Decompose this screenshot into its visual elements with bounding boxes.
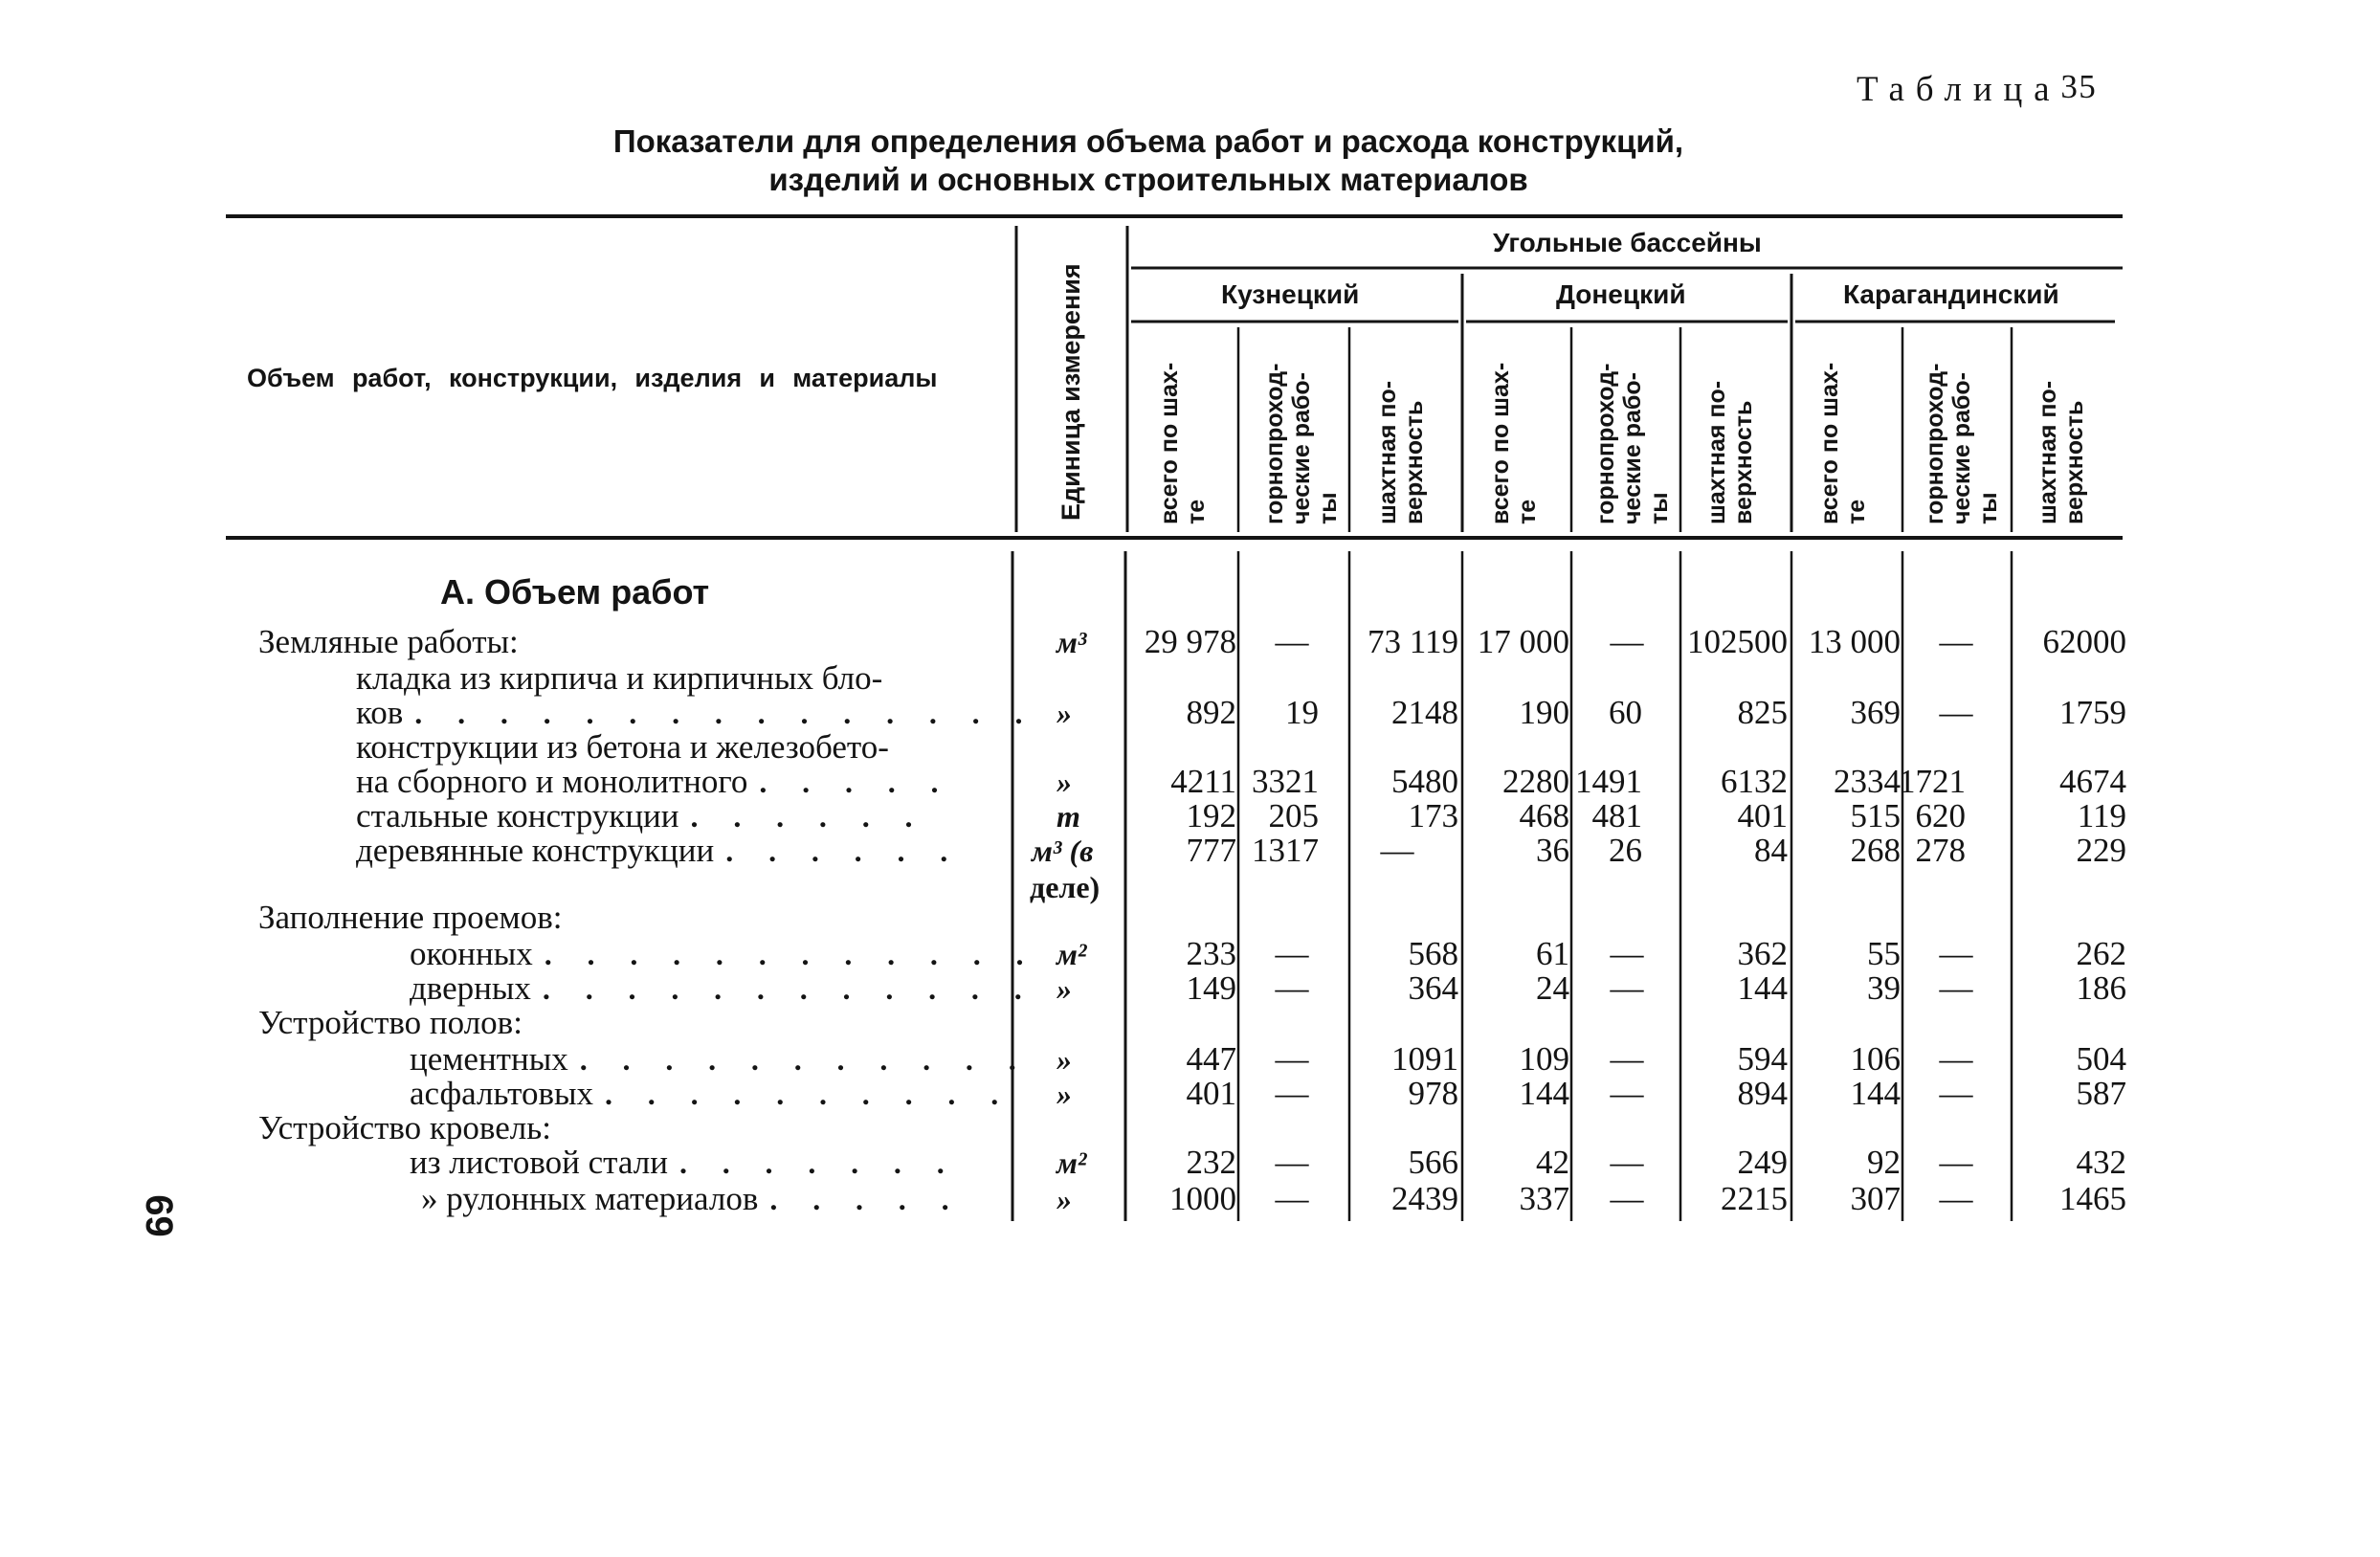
group-header: Угольные бассейны — [1493, 228, 1762, 257]
row-label-line1: кладка из кирпича и кирпичных бло- — [356, 659, 883, 697]
table-cell-value: 364 — [1408, 969, 1458, 1007]
basin-karaganda: Карагандинский — [1843, 279, 2059, 309]
table-cell-value: 568 — [1408, 935, 1458, 972]
row-label: Устройство кровель: — [258, 1109, 551, 1146]
table-cell-value: 4674 — [2059, 763, 2126, 800]
table-cell-value: 268 — [1850, 832, 1901, 869]
row-unit: » — [1057, 696, 1072, 730]
table-cell-value: — — [1610, 935, 1644, 972]
table-cell-value: 84 — [1754, 832, 1788, 869]
table-word: Таблица — [1857, 70, 2061, 109]
table-cell-value: 307 — [1850, 1180, 1901, 1217]
table-cell-value: — — [1275, 1144, 1309, 1181]
table-cell-value: 587 — [2076, 1075, 2126, 1112]
row-unit: м³ — [1057, 625, 1087, 659]
table-cell-value: 205 — [1268, 797, 1319, 834]
table-cell-value: 92 — [1867, 1144, 1901, 1181]
row-label: » рулонных материалов — [421, 1180, 759, 1217]
sub-header: горнопроход- ческие рабо- ты — [1922, 363, 2002, 524]
table-cell-value: 978 — [1408, 1075, 1458, 1112]
table-cell-value: 620 — [1915, 797, 1966, 834]
sub-header: шахтная по- верхность — [1374, 380, 1428, 524]
table-cell-value: 192 — [1186, 797, 1236, 834]
table-cell-value: 362 — [1737, 935, 1788, 972]
table-cell-value: 1465 — [2059, 1180, 2126, 1217]
row-label: ков — [356, 694, 404, 731]
table-cell-value: 60 — [1609, 694, 1642, 731]
table-cell-value: 232 — [1186, 1144, 1236, 1181]
row-label-header: Объем работ, конструкции, изделия и материалы — [247, 364, 938, 392]
table-cell-value: 149 — [1186, 969, 1236, 1007]
row-unit: м² — [1057, 1146, 1087, 1180]
table-cell-value: 278 — [1915, 832, 1966, 869]
row-label: Земляные работы: — [258, 623, 519, 660]
row-leader-dots: . . . . . . . — [678, 1146, 959, 1180]
row-unit: » — [1057, 765, 1072, 799]
table-cell-value: — — [1939, 1040, 1973, 1078]
table-cell-value: 447 — [1186, 1040, 1236, 1078]
table-cell-value: — — [1380, 832, 1414, 869]
table-cell-value: 190 — [1519, 694, 1569, 731]
row-label: из листовой стали — [410, 1144, 668, 1181]
table-cell-value: 6132 — [1721, 763, 1788, 800]
table-cell-value: 119 — [2077, 797, 2126, 834]
row-leader-dots: . . . . . . — [690, 799, 926, 834]
basin-kuznetsk: Кузнецкий — [1221, 279, 1360, 309]
table-cell-value: 229 — [2076, 832, 2126, 869]
table-cell-value: 504 — [2076, 1040, 2126, 1078]
table-cell-value: 566 — [1408, 1144, 1458, 1181]
table-cell-value: 42 — [1536, 1144, 1569, 1181]
table-cell-value: 1491 — [1575, 763, 1642, 800]
table-cell-value: — — [1939, 694, 1973, 731]
row-unit: м² — [1057, 937, 1087, 971]
row-label-line1: конструкции из бетона и железобето- — [356, 728, 889, 766]
table-cell-value: 2439 — [1391, 1180, 1458, 1217]
page-number: 69 — [137, 1194, 180, 1237]
table-cell-value: 102500 — [1687, 623, 1788, 660]
table-cell-value: 144 — [1519, 1075, 1569, 1112]
table-cell-value: — — [1610, 969, 1644, 1007]
table-cell-value: — — [1939, 1180, 1973, 1217]
table-cell-value: 4211 — [1170, 763, 1236, 800]
table-cell-value: — — [1939, 935, 1973, 972]
table-cell-value: — — [1939, 1144, 1973, 1181]
row-label: оконных — [410, 935, 533, 972]
row-leader-dots: . . . . . . . . . . — [605, 1077, 1012, 1111]
row-label: Устройство полов: — [258, 1004, 523, 1041]
table-cell-value: 73 119 — [1368, 623, 1458, 660]
sub-header: горнопроход- ческие рабо- ты — [1261, 363, 1342, 524]
table-cell-value: 2280 — [1502, 763, 1569, 800]
table-cell-value: — — [1275, 1040, 1309, 1078]
table-cell-value: 186 — [2076, 969, 2126, 1007]
table-cell-value: 894 — [1737, 1075, 1788, 1112]
table-cell-value: 19 — [1285, 694, 1319, 731]
table-cell-value: 61 — [1536, 935, 1569, 972]
table-cell-value: — — [1275, 1075, 1309, 1112]
title-line-1: Показатели для определения объема работ и расхода конструкций, — [612, 123, 1684, 159]
table-cell-value: 62000 — [2042, 623, 2126, 660]
row-unit: » — [1057, 1042, 1072, 1077]
row-leader-dots: . . . . . . . . . . . . — [542, 971, 1036, 1006]
table-cell-value: 2148 — [1391, 694, 1458, 731]
table-cell-value: — — [1610, 623, 1644, 660]
table-cell-value: 1759 — [2059, 694, 2126, 731]
table-cell-value: 3321 — [1252, 763, 1319, 800]
row-leader-dots: . . . . . . — [725, 834, 962, 868]
row-unit: » — [1057, 971, 1072, 1006]
table-cell-value: 39 — [1867, 969, 1901, 1007]
row-leader-dots: . . . . . — [769, 1182, 963, 1216]
table-cell-value: 109 — [1519, 1040, 1569, 1078]
table-cell-value: 17 000 — [1477, 623, 1569, 660]
sub-header: всего по шах- те — [1816, 362, 1870, 524]
table-cell-value: 515 — [1850, 797, 1901, 834]
row-leader-dots: . . . . . . . . . . . . . . . — [414, 696, 1036, 730]
table-cell-value: 106 — [1850, 1040, 1901, 1078]
table-cell-value: 481 — [1591, 797, 1642, 834]
table-cell-value: — — [1275, 969, 1309, 1007]
table-cell-value: 1091 — [1391, 1040, 1458, 1078]
table-cell-value: 594 — [1737, 1040, 1788, 1078]
row-unit: м³ (в — [1032, 834, 1094, 868]
row-label: Заполнение проемов: — [258, 899, 563, 936]
table-cell-value: 337 — [1519, 1180, 1569, 1217]
sub-header: шахтная по- верхность — [2035, 380, 2088, 524]
table-cell-value: 777 — [1186, 832, 1236, 869]
table-cell-value: 144 — [1850, 1075, 1901, 1112]
row-leader-dots: . . . . . — [759, 765, 952, 799]
table-number: 35 — [2060, 68, 2098, 105]
row-unit: » — [1057, 1077, 1072, 1111]
table-cell-value: 401 — [1186, 1075, 1236, 1112]
row-leader-dots: . . . . . . . . . . . . — [544, 937, 1037, 971]
table-cell-value: 233 — [1186, 935, 1236, 972]
table-cell-value: 55 — [1867, 935, 1901, 972]
table-cell-value: 432 — [2076, 1144, 2126, 1181]
table-cell-value: 24 — [1536, 969, 1569, 1007]
table-cell-value: 26 — [1609, 832, 1642, 869]
table-cell-value: — — [1275, 1180, 1309, 1217]
table-cell-value: — — [1275, 623, 1309, 660]
sub-header: горнопроход- ческие рабо- ты — [1592, 363, 1673, 524]
row-unit-cont: деле) — [1030, 870, 1101, 904]
row-unit: » — [1057, 1182, 1072, 1216]
table-cell-value: — — [1275, 935, 1309, 972]
row-unit: т — [1057, 799, 1080, 834]
table-cell-value: 173 — [1408, 797, 1458, 834]
table-cell-value: 144 — [1737, 969, 1788, 1007]
table-cell-value: 369 — [1850, 694, 1901, 731]
table-cell-value: — — [1939, 623, 1973, 660]
table-cell-value: 1000 — [1169, 1180, 1236, 1217]
sub-header: всего по шах- те — [1487, 362, 1541, 524]
row-label: дверных — [410, 969, 531, 1007]
table-cell-value: — — [1939, 1075, 1973, 1112]
table-cell-value: 2334 — [1834, 763, 1901, 800]
table-cell-value: 2215 — [1721, 1180, 1788, 1217]
table-cell-value: 401 — [1737, 797, 1788, 834]
table-cell-value: 892 — [1186, 694, 1236, 731]
table-cell-value: 29 978 — [1144, 623, 1236, 660]
sub-header: шахтная по- верхность — [1703, 380, 1757, 524]
table-cell-value: — — [1610, 1144, 1644, 1181]
section-title: А. Объем работ — [440, 572, 710, 612]
table-cell-value: 5480 — [1391, 763, 1458, 800]
row-label: на сборного и монолитного — [356, 763, 748, 800]
table-cell-value: 36 — [1536, 832, 1569, 869]
row-label: цементных — [410, 1040, 568, 1078]
table-cell-value: 1721 — [1899, 763, 1966, 800]
basin-donetsk: Донецкий — [1556, 279, 1686, 309]
table-cell-value: 825 — [1737, 694, 1788, 731]
table-cell-value: 1317 — [1252, 832, 1319, 869]
table-cell-value: — — [1610, 1040, 1644, 1078]
table-cell-value: 249 — [1737, 1144, 1788, 1181]
title-line-2: изделий и основных строительных материалов — [768, 162, 1528, 197]
table-cell-value: 468 — [1519, 797, 1569, 834]
unit-header: Единица измерения — [1057, 263, 1085, 521]
row-label: деревянные конструкции — [356, 832, 715, 869]
table-cell-value: — — [1939, 969, 1973, 1007]
sub-header: всего по шах- те — [1156, 362, 1210, 524]
table-cell-value: — — [1610, 1075, 1644, 1112]
table-cell-value: 13 000 — [1808, 623, 1901, 660]
table-cell-value: 262 — [2076, 935, 2126, 972]
row-leader-dots: . . . . . . . . . . . — [579, 1042, 1031, 1077]
table-cell-value: — — [1610, 1180, 1644, 1217]
row-label: стальные конструкции — [356, 797, 679, 834]
row-label: асфальтовых — [410, 1075, 593, 1112]
